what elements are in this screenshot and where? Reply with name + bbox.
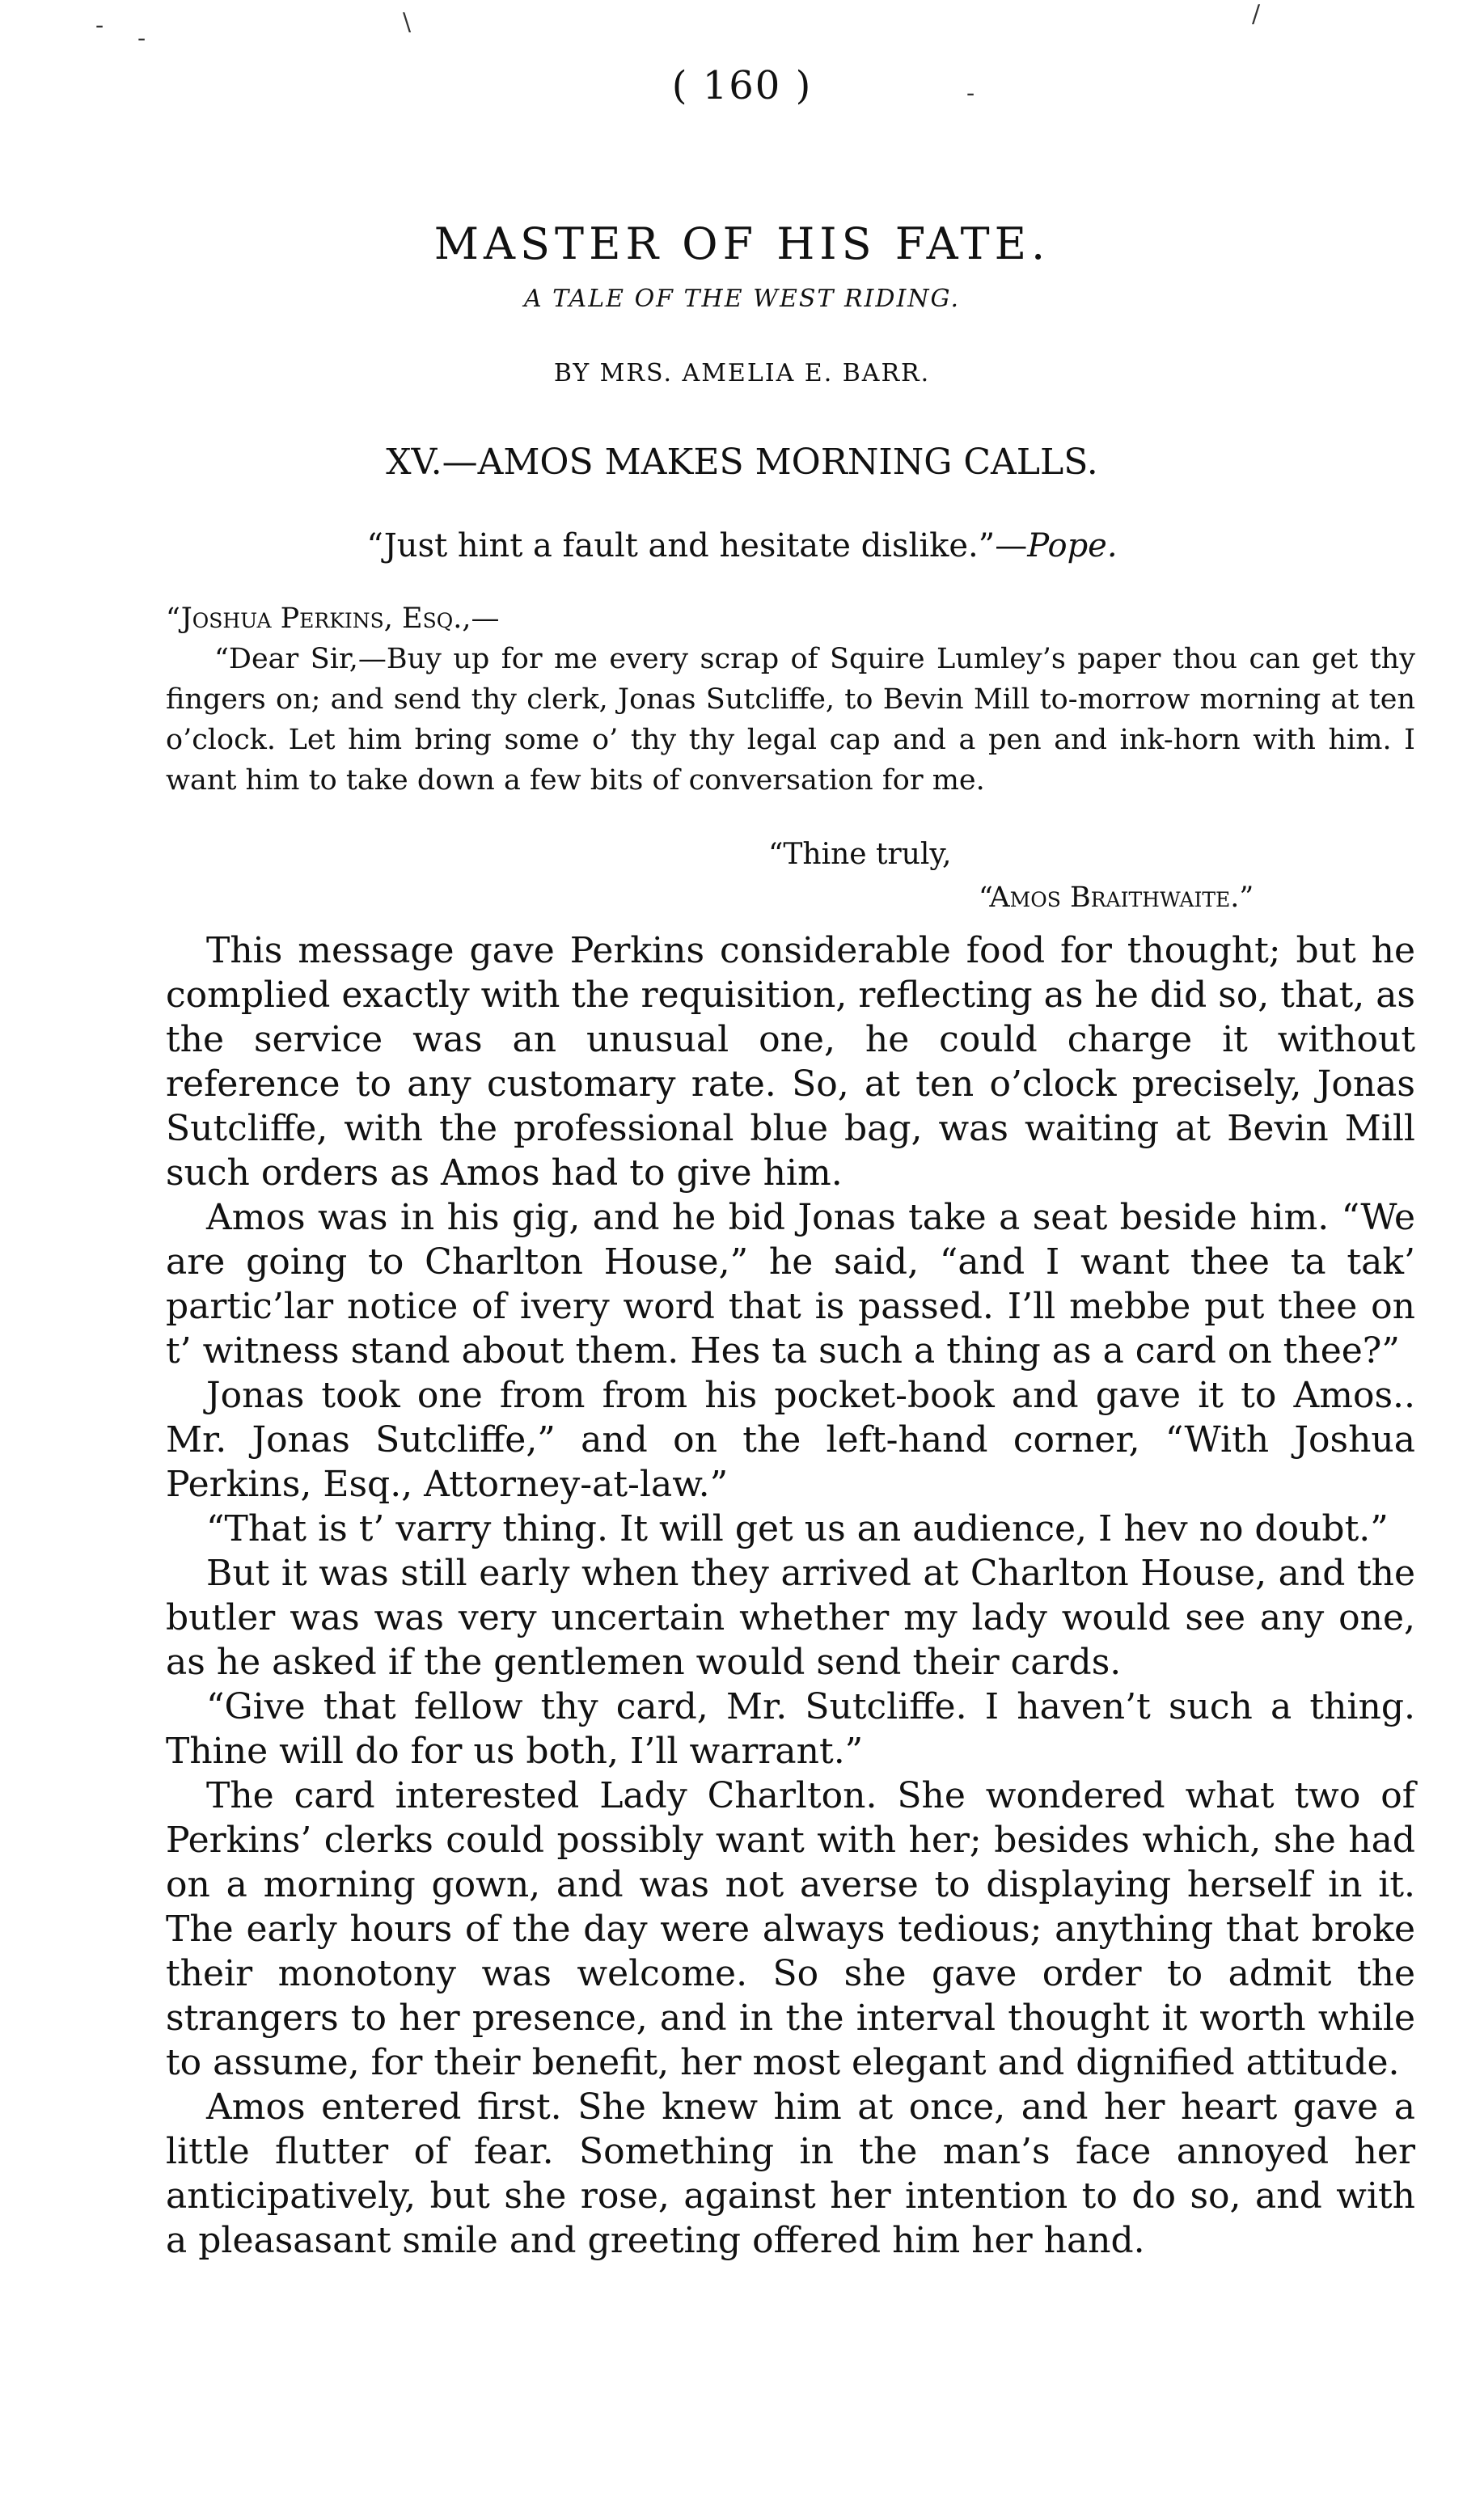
author-byline: BY MRS. AMELIA E. BARR. [553, 359, 931, 387]
letter-closing: “Thine truly, [768, 838, 952, 871]
letter-signature: “Amos Braithwaite.” [979, 881, 1254, 914]
epigraph [0, 527, 1484, 564]
paragraph: But it was still early when they arrived at Charlton House, and the butler was was very uncertain whether my lady would see any one, as he asked if the gentlemen would send their cards. [166, 1553, 1415, 1683]
paragraph: Amos was in his gig, and he bid Jonas take a seat beside him. “We are going to Charlton House,” he said, “and I want thee ta tak’ partic’lar notice of ivery word that is passed. I’ll mebbe put thee on t’ witness stand about them. Hes ta such a thing as a card on thee?” [166, 1197, 1415, 1372]
page-number: ( 160 ) [671, 63, 813, 108]
paragraph: Jonas took one from from his pocket-book and gave it to Amos.. Mr. Jonas Sutcliffe,” and on the left-hand corner, “With Joshua Perkins, Esq., Attorney-at-law.” [166, 1375, 1415, 1505]
epigraph-quote: “Just hint a fault and hesitate dislike.”— [366, 527, 1028, 564]
paragraph: This message gave Perkins considerable food for thought; but he complied exactly with the requisition, reflecting as he did so, that, as the service was an unusual one, he could charge it without reference to any customary rate. So, at ten o’clock precisely, Jonas Sutcliffe, with the professional blue bag, was waiting at Bevin Mill such orders as Amos had to give him. [166, 930, 1415, 1194]
story-text [166, 928, 1415, 2263]
chapter-heading: XV.—AMOS MAKES MORNING CALLS. [386, 442, 1098, 483]
stray-mark: \ [403, 8, 412, 36]
letter [166, 598, 1415, 801]
stray-mark: - [95, 11, 104, 40]
paragraph: Amos entered first. She knew him at once, and her heart gave a little flutter of fear. Something in the man’s face annoyed her anticipatively, but she rose, against her intention to do so, and with a pleasasant smile and greeting offered him her hand. [166, 2086, 1415, 2261]
paragraph: The card interested Lady Charlton. She wondered what two of Perkins’ clerks could possibly want with her; besides which, she had on a morning gown, and was not averse to displaying herself in it. The early hours of the day were always tedious; anything that broke their monotony was welcome. So she gave order to admit the strangers to her presence, and in the interval thought it worth while to assume, for their benefit, her most elegant and dignified attitude. [166, 1775, 1415, 2083]
letter-body: “Dear Sir,—Buy up for me every scrap of Squire Lumley’s paper thou can get thy fingers on; and send thy clerk, Jonas Sutcliffe, to Bevin Mill to-morrow morning at ten o’clock. Let him bring some o’ thy thy legal cap and a pen and ink-horn with him. I want him to take down a few bits of conversation for me. [166, 643, 1415, 797]
paragraph: “That is t’ varry thing. It will get us an audience, I hev no doubt.” [206, 1508, 1389, 1549]
stray-mark: - [137, 24, 146, 53]
letter-salutation: “Joshua Perkins, Esq.,— [166, 602, 500, 635]
story-subtitle: A TALE OF THE WEST RIDING. [523, 285, 960, 313]
stray-mark: - [966, 79, 975, 108]
epigraph-source: Pope. [1027, 527, 1118, 564]
story-title: MASTER OF HIS FATE. [433, 218, 1051, 269]
stray-mark: / [1252, 0, 1261, 28]
paragraph: “Give that fellow thy card, Mr. Sutcliffe. I haven’t such a thing. Thine will do for us both, I’ll warrant.” [166, 1686, 1415, 1772]
